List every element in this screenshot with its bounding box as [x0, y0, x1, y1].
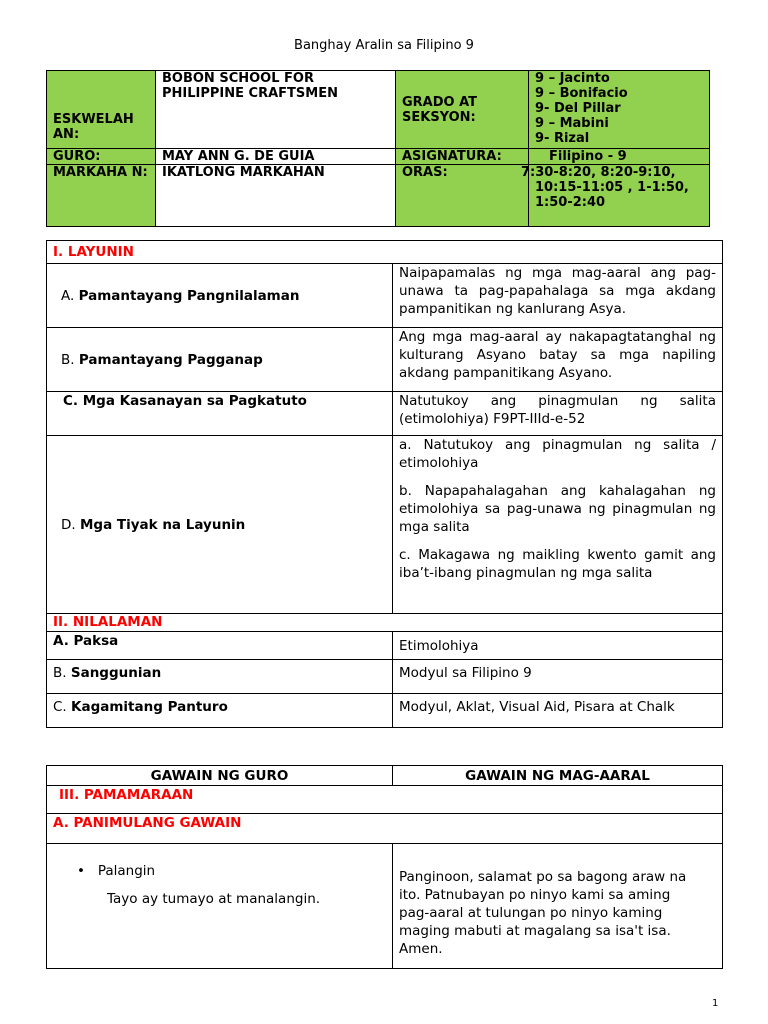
- list-item: c. Makagawa ng maikling kwento gamit ang iba’t-ibang pinagmulan ng mga salita: [399, 547, 716, 581]
- layunin-b-text: Ang mga mag-aaral ay nakapagtatanghal ng kulturang Asyano batay sa mga napiling akdang pampanitikang Asyano.: [393, 328, 723, 392]
- oras-label: ORAS:: [396, 165, 529, 227]
- kagamitan-label: C. Kagamitang Panturo: [47, 694, 393, 728]
- asignatura-value: Filipino - 9: [529, 149, 710, 165]
- gawain-magaaral-header: GAWAIN NG MAG-AARAL: [393, 766, 723, 786]
- page-number: 1: [712, 998, 719, 1009]
- layunin-table: [46, 240, 723, 728]
- paksa-value: Etimolohiya: [393, 632, 723, 660]
- layunin-b-label: B. Pamantayang Pagganap: [47, 328, 393, 392]
- sanggunian-value: Modyul sa Filipino 9: [393, 660, 723, 694]
- section-item: 9 – Jacinto: [535, 71, 610, 86]
- layunin-d-label: D. Mga Tiyak na Layunin: [47, 436, 393, 614]
- paksa-label: A. Paksa: [47, 632, 393, 660]
- school-name: BOBON SCHOOL FOR PHILIPPINE CRAFTSMEN: [156, 71, 396, 149]
- markahan-label: MARKAHA N:: [47, 165, 156, 227]
- grado-label: GRADO AT SEKSYON:: [396, 71, 529, 149]
- document-title: Banghay Aralin sa Filipino 9: [294, 38, 474, 53]
- oras-value: 7:30-8:20, 8:20-9:10, 10:15-11:05 , 1-1:50, 1:50-2:40: [529, 165, 710, 227]
- guro-instruction: Tayo ay tumayo at manalangin.: [107, 891, 321, 907]
- guro-label: GURO:: [47, 149, 156, 165]
- layunin-c-label: C. Mga Kasanayan sa Pagkatuto: [47, 392, 393, 436]
- markahan-value: IKATLONG MARKAHAN: [156, 165, 396, 227]
- layunin-a-label: A. Pamantayang Pangnilalaman: [47, 264, 393, 328]
- layunin-heading: I. LAYUNIN: [47, 241, 723, 264]
- kagamitan-value: Modyul, Aklat, Visual Aid, Pisara at Chalk: [393, 694, 723, 728]
- gawain-guro-header: GAWAIN NG GURO: [47, 766, 393, 786]
- section-item: 9 – Bonifacio: [535, 86, 628, 101]
- list-item: a. Natutukoy ang pinagmulan ng salita / etimolohiya: [399, 437, 716, 471]
- list-item: • Palangin: [77, 863, 156, 879]
- list-item: b. Napapahalagahan ang kahalagahan ng etimolohiya sa pag-unawa ng pinagmulan ng mga salita: [399, 483, 716, 535]
- header-table: [46, 70, 710, 227]
- section-item: 9- Del Pillar: [535, 101, 621, 116]
- panimula-heading: A. PANIMULANG GAWAIN: [47, 814, 723, 844]
- gawain-table: [46, 765, 723, 969]
- gawain-magaaral-cell: Panginoon, salamat po sa bagong araw na ito. Patnubayan po ninyo kami sa aming pag-aaral at tulungan po ninyo kaming maging mabuti at magalang sa isa't isa. Amen.: [393, 844, 723, 969]
- bullet-icon: •: [77, 863, 85, 879]
- layunin-d-list: [393, 436, 723, 614]
- pamamaraan-heading: III. PAMAMARAAN: [47, 786, 723, 814]
- eskwelahan-label: ESKWELAH AN:: [47, 71, 156, 149]
- guro-value: MAY ANN G. DE GUIA: [156, 149, 396, 165]
- layunin-c-text: Natutukoy ang pinagmulan ng salita (etimolohiya) F9PT-IIId-e-52: [393, 392, 723, 436]
- layunin-a-text: Naipapamalas ng mga mag-aaral ang pag-unawa ta pag-papahalaga sa mga akdang pampanitikan ng kanlurang Asya.: [393, 264, 723, 328]
- sanggunian-label: B. Sanggunian: [47, 660, 393, 694]
- sections-list: [529, 71, 710, 149]
- section-item: 9- Rizal: [535, 131, 590, 146]
- asignatura-label: ASIGNATURA:: [396, 149, 529, 165]
- nilalaman-heading: II. NILALAMAN: [47, 614, 723, 632]
- gawain-guro-cell: [47, 844, 393, 969]
- section-item: 9 – Mabini: [535, 116, 609, 131]
